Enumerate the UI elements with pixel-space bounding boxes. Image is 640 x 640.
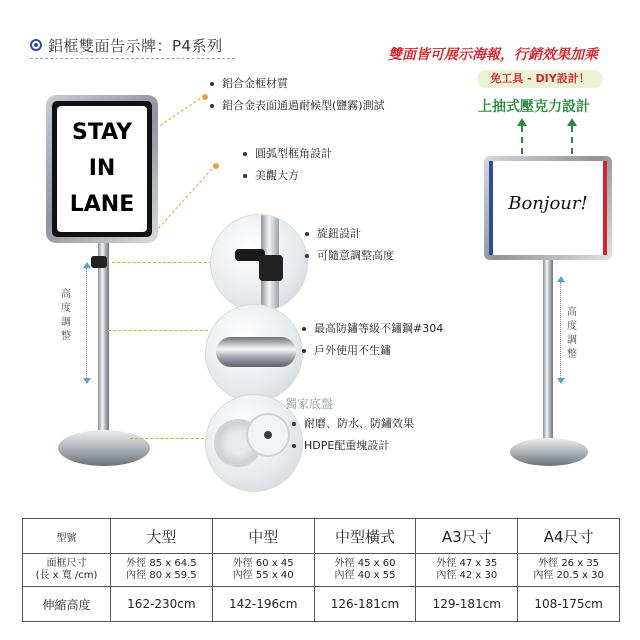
- height-cell: 162-230cm: [111, 587, 213, 622]
- feature-group: [210, 73, 385, 117]
- row-header-size: 面框尺寸 (長 x 寬 /cm): [23, 554, 111, 587]
- feature-group: [243, 143, 332, 187]
- feature-text: 戶外使用不生鏽: [314, 344, 391, 357]
- table-row: [23, 554, 620, 587]
- table-row: [23, 587, 620, 622]
- feature-text: 鋁合金表面通過耐候型(鹽霧)測試: [222, 99, 385, 112]
- acrylic-subtitle: 上抽式壓克力設計: [478, 99, 590, 115]
- up-arrow-icon: [521, 126, 523, 154]
- height-cell: 126-181cm: [314, 587, 416, 622]
- bonjour-poster: Bonjour!: [508, 193, 588, 214]
- feature-text: 耐磨、防水、防鏽效果: [304, 417, 414, 430]
- right-stand-base: [510, 438, 588, 466]
- right-sign-frame: [484, 156, 612, 260]
- model-name: 中型: [212, 519, 314, 554]
- feature-group: [305, 223, 394, 267]
- pole-detail-image: [205, 304, 303, 402]
- size-cell: 外徑 26 x 35 內徑 20.5 x 30: [518, 554, 620, 587]
- height-cell: 108-175cm: [518, 587, 620, 622]
- feature-text: HDPE配重塊設計: [304, 439, 390, 452]
- height-knob-icon: [91, 256, 107, 268]
- knob-detail-image: [210, 214, 308, 312]
- left-sign-frame: [46, 95, 158, 243]
- feature-text: 美觀大方: [255, 169, 299, 182]
- title-divider: [30, 58, 235, 59]
- stay-in-lane-sign: [57, 106, 147, 232]
- feature-group: [292, 413, 414, 457]
- size-cell: 外徑 60 x 45 內徑 55 x 40: [212, 554, 314, 587]
- diy-badge: 免工具 - DIY設計！: [477, 70, 603, 88]
- row-header-model: 型號: [23, 519, 111, 554]
- height-cell: 129-181cm: [416, 587, 518, 622]
- up-arrow-icon: [571, 126, 573, 154]
- size-cell: 外徑 47 x 35 內徑 42 x 30: [416, 554, 518, 587]
- tagline: 雙面皆可展示海報，行銷效果加乘: [388, 47, 598, 63]
- height-arrow-icon: [86, 268, 87, 378]
- size-cell: 外徑 45 x 60 內徑 40 x 55: [314, 554, 416, 587]
- feature-text: 旋鈕設計: [317, 227, 361, 240]
- feature-text: 最高防鏽等級不鏽鋼#304: [314, 322, 444, 335]
- right-stand-pole: [543, 260, 553, 440]
- model-name: A3尺寸: [416, 519, 518, 554]
- page-title: 鋁框雙面告示牌：P4系列: [48, 37, 223, 55]
- spec-table: [22, 518, 620, 622]
- height-arrow-icon: [560, 282, 561, 378]
- sign-line: LANE: [69, 192, 135, 217]
- sign-line: IN: [88, 156, 116, 181]
- height-label-right: 高 度 調 整: [567, 307, 577, 360]
- height-cell: 142-196cm: [212, 587, 314, 622]
- left-stand-pole: [98, 243, 109, 433]
- left-stand-base: [58, 430, 150, 466]
- feature-text: 鋁合金框材質: [222, 77, 288, 90]
- row-header-height: 伸縮高度: [23, 587, 111, 622]
- model-name: 大型: [111, 519, 213, 554]
- height-label-left: 高 度 調 整: [61, 289, 71, 342]
- model-name: A4尺寸: [518, 519, 620, 554]
- sign-line: STAY: [72, 120, 132, 145]
- size-cell: 外徑 85 x 64.5 內徑 80 x 59.5: [111, 554, 213, 587]
- feature-text: 圓弧型框角設計: [255, 147, 332, 160]
- exclusive-base-label: 獨家底盤: [285, 397, 334, 411]
- model-name: 中型橫式: [314, 519, 416, 554]
- bullseye-icon: [30, 39, 42, 51]
- feature-text: 可隨意調整高度: [317, 249, 394, 262]
- feature-group: [302, 318, 443, 362]
- table-row: [23, 519, 620, 554]
